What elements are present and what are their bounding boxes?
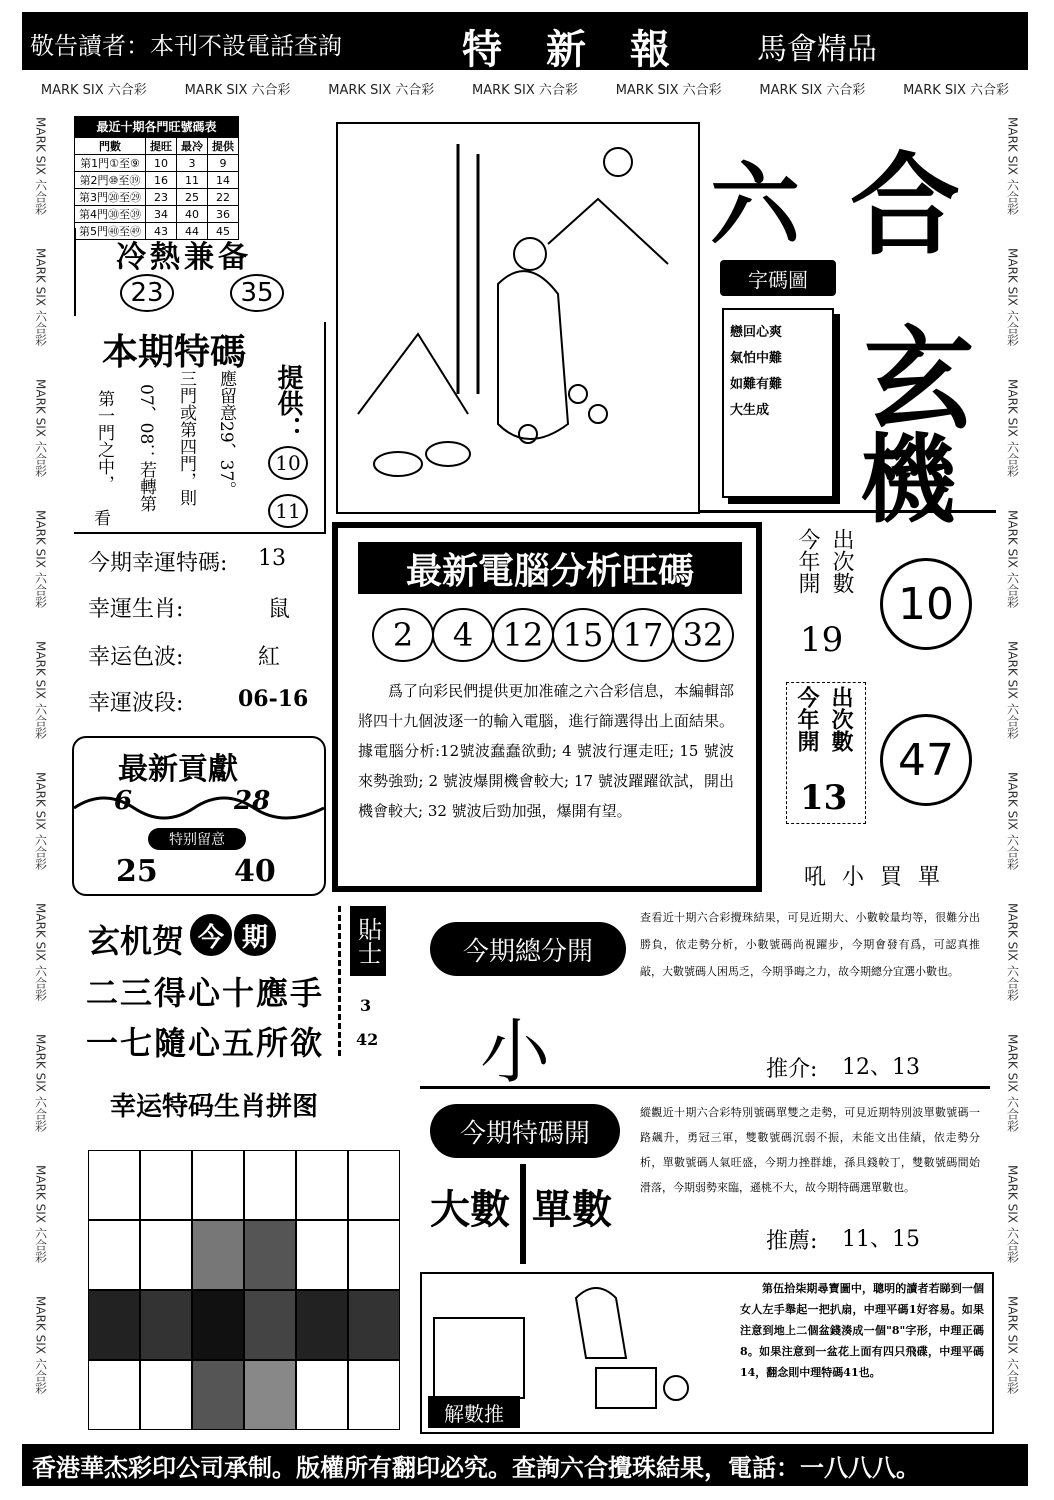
puzzle-tile [348,1360,400,1430]
brand-mark: MARK SIX 六合彩 [33,116,48,215]
tips-number: 42 [356,1030,379,1049]
tips-divider [338,906,342,1056]
lucky-color-value: 紅 [258,645,281,670]
brand-mark: MARK SIX 六合彩 [33,1164,48,1263]
special-open-recommend-value: 11、15 [842,1227,920,1252]
table-cell: 16 [146,172,177,189]
ten-period-table [74,116,239,240]
brand-mark: MARK SIX 六合彩 [1005,1295,1020,1394]
brand-mark: MARK SIX 六合彩 [903,82,1010,98]
ten-period-table-box [74,116,239,240]
puzzle-tile [88,1220,140,1290]
ten-period-table-title: 最近十期各門旺號碼表 [74,116,239,137]
table-cell: 44 [177,223,208,240]
total-open-recommend-label: 推介: [766,1057,818,1082]
table-cell: 36 [208,206,239,223]
special-open-paragraph: 縱觀近十期六合彩特別號碼單雙之走勢，可見近期特別波單數號碼一路飆升，勇冠三軍，雙數號碼沉弱不振，未能文出佳績，依走勢分析，單數號碼人氣旺盛，今期力挫群雄，孫具錢較丁，雙數號碼間始滑落，今期弱勢來臨，遜桃不大，故今期特碼選單數也。 [640,1106,980,1194]
year-stat-label: 今年開 [795,528,820,594]
fortune-book-line: 戀回心爽 [730,325,783,340]
attention-label: 特别留意 [148,828,246,850]
brand-mark: MARK SIX 六合彩 [1005,378,1020,477]
table-cell: 25 [177,189,208,206]
table-cell: 11 [177,172,208,189]
table-cell: 14 [208,172,239,189]
lucky-code-value: 13 [258,546,286,571]
table-row [75,206,239,223]
year-stat-number: 47 [880,714,972,806]
brand-mark: MARK SIX 六合彩 [759,82,866,98]
hot-number: 4 [432,608,494,662]
table-header: 提供 [208,138,239,155]
poem-badge: 期 [234,914,276,956]
year-stat-count: 19 [800,620,844,660]
puzzle-tile [296,1290,348,1360]
table-cell: 9 [208,155,239,172]
illustration-frame [336,122,700,514]
table-cell: 45 [208,223,239,240]
lucky-zodiac-value: 鼠 [268,597,291,622]
special-open-recommend-label: 推薦: [766,1229,818,1254]
puzzle-title: 幸运特码生肖拼图 [110,1092,319,1122]
table-header: 門數 [75,138,146,155]
hot-number: 12 [492,608,554,662]
special-code-number: 10 [268,446,308,480]
total-open-paragraph: 查看近十期六合彩攪珠結果，可見近期大、小數較量均等，很難分出勝負，依走勢分析，小數號碼尚視躍步，今期會發有爲，可認真推敲，大數號碼人困馬乏，今期爭晦之力，故今期總分宜選小數也。 [640,911,980,978]
table-cell: 23 [146,189,177,206]
big-title-stamp: 字碼圖 [720,260,836,296]
attention-number: 25 [116,854,158,889]
special-code-provide-label: 提供： [273,364,303,442]
puzzle-tile [244,1360,296,1430]
table-cell: 40 [177,206,208,223]
contribution-title: 最新貢獻 [118,752,238,787]
table-row [75,155,239,172]
fortune-book-line: 如難有難 [730,377,783,392]
hot-number: 17 [612,608,674,662]
hot-number: 2 [372,608,434,662]
special-open-box [420,1094,990,1270]
brand-mark: MARK SIX 六合彩 [33,640,48,739]
total-open-label: 今期總分開 [430,922,626,976]
tips-label: 貼士 [350,906,386,976]
hot-cold-number: 35 [230,274,284,312]
fortune-book-line: 氣怕中難 [730,351,783,366]
brand-mark: MARK SIX 六合彩 [33,1295,48,1394]
puzzle-tile [348,1220,400,1290]
big-title-char: 六 [710,152,800,258]
right-brand-column [998,100,1028,1410]
poem-box [86,910,336,1060]
poem-line: 一七隨心五所欲 [86,1024,325,1062]
brand-mark: MARK SIX 六合彩 [33,378,48,477]
table-cell: 第4門㉚至㊴ [75,206,146,223]
table-cell: 第3門⑳至㉙ [75,189,146,206]
brand-mark: MARK SIX 六合彩 [184,82,291,98]
puzzle-tile [244,1220,296,1290]
lucky-box [74,540,324,720]
poem-badge: 今 [190,914,232,956]
year-stat-box [786,682,996,832]
lucky-color-label: 幸运色波: [88,645,184,670]
brand-mark: MARK SIX 六合彩 [1005,247,1020,346]
table-header: 最冷 [177,138,208,155]
puzzle-tile [244,1290,296,1360]
big-title-char: 機 [860,423,956,536]
brand-mark: MARK SIX 六合彩 [33,247,48,346]
puzzle-tile [88,1290,140,1360]
puzzle-tile [348,1290,400,1360]
total-open-result: 小 [480,1011,550,1093]
year-stat-label: 今年開 [794,686,820,752]
table-cell: 22 [208,189,239,206]
header-bar [22,12,1028,73]
brand-row [22,74,1028,102]
contribution-number: 28 [234,786,271,816]
brand-mark: MARK SIX 六合彩 [40,82,147,98]
table-cell: 第5門㊵至㊾ [75,223,146,240]
newspaper-title: 特新報 [462,26,714,73]
puzzle-tile [140,1220,192,1290]
puzzle-tile [192,1150,244,1220]
brand-mark: MARK SIX 六合彩 [471,82,578,98]
lucky-range-label: 幸運波段: [88,691,184,716]
hot-cold-box [74,228,326,316]
puzzle-tile [192,1360,244,1430]
year-stat-count: 13 [800,778,848,818]
table-cell: 第1門①至⑨ [75,155,146,172]
left-brand-column [26,100,56,1410]
special-code-number: 11 [268,494,308,528]
brand-mark: MARK SIX 六合彩 [1005,1164,1020,1263]
fairy-illustration [338,124,698,512]
puzzle-tile [296,1360,348,1430]
special-code-text: 第一門之中， [94,390,114,492]
puzzle-tile [88,1360,140,1430]
year-stat-label: 出次數 [828,686,854,752]
total-open-recommend-value: 12、13 [842,1055,920,1080]
puzzle-tile [192,1220,244,1290]
hot-number: 15 [552,608,614,662]
brand-mark: MARK SIX 六合彩 [33,509,48,608]
attention-number: 40 [234,854,276,889]
table-cell: 3 [177,155,208,172]
computer-analysis-title: 最新電腦分析旺碼 [358,542,742,594]
contribution-box [72,736,326,896]
special-code-text: 三門或第四門，則 [176,370,196,506]
special-code-title: 本期特碼 [102,332,247,373]
lucky-range-value: 06-16 [238,686,309,712]
lucky-code-label: 今期幸運特碼: [88,551,228,576]
riddle-box [420,1272,994,1434]
brand-mark: MARK SIX 六合彩 [328,82,435,98]
brand-mark: MARK SIX 六合彩 [1005,902,1020,1001]
buy-small-note: 吼小買單 [804,865,957,890]
total-open-box [420,900,990,1093]
puzzle-tile [296,1150,348,1220]
table-cell: 43 [146,223,177,240]
table-cell: 10 [146,155,177,172]
riddle-label: 解數推 [428,1396,520,1428]
zodiac-puzzle-grid [88,1150,400,1430]
table-row [75,189,239,206]
wave-decoration [74,788,324,828]
fortune-book [722,308,834,498]
big-title-char: 合 [850,141,960,270]
poem-line: 二三得心十應手 [86,974,325,1012]
puzzle-tile [192,1290,244,1360]
puzzle-tile [140,1290,192,1360]
puzzle-tile [348,1150,400,1220]
table-row [75,172,239,189]
brand-mark: MARK SIX 六合彩 [1005,771,1020,870]
special-code-text: 看 [94,509,111,529]
brand-mark: MARK SIX 六合彩 [33,771,48,870]
brand-mark: MARK SIX 六合彩 [1005,509,1020,608]
hot-cold-number: 23 [120,274,174,312]
table-cell: 34 [146,206,177,223]
brand-mark: MARK SIX 六合彩 [33,1033,48,1132]
brand-mark: MARK SIX 六合彩 [615,82,722,98]
brand-mark: MARK SIX 六合彩 [1005,116,1020,215]
year-stat-number: 10 [880,558,972,650]
footer-bar: 香港華杰彩印公司承制。版權所有翻印必究。查詢六合攪珠結果，電話：一八八八。 [22,1444,1028,1486]
puzzle-tile [140,1360,192,1430]
big-title-char: 玄 [864,315,974,444]
computer-analysis-box [332,522,762,892]
lucky-zodiac-label: 幸運生肖: [88,597,184,622]
contribution-number: 6 [114,786,133,816]
year-stat-box [786,524,996,674]
puzzle-tile [88,1150,140,1220]
brand-mark: MARK SIX 六合彩 [33,902,48,1001]
computer-analysis-paragraph: 爲了向彩民們提供更加准確之六合彩信息，本編輯部將四十九個波逐一的輸入電腦，進行篩選得出上面結果。據電腦分析:12號波蠢蠢欲動; 4 號波行運走旺; 15 號波來勢強勁; 2 號波爆開機會較大; 17 號波躍躍欲試，開出機會較大; 32 號波后勁加强，爆開有望。 [358,682,734,820]
reader-notice: 敬告讀者：本刊不設電話查詢 [30,32,342,60]
hot-number: 32 [672,608,734,662]
poem-title: 玄机贺 [88,922,185,960]
brand-mark: MARK SIX 六合彩 [1005,640,1020,739]
special-code-box [74,322,326,534]
special-open-right: 單數 [532,1187,612,1233]
special-code-text: 應留意29、37。 [216,370,236,499]
brand-mark: MARK SIX 六合彩 [1005,1033,1020,1132]
table-cell: 第2門⑩至⑲ [75,172,146,189]
table-header: 提旺 [146,138,177,155]
special-code-text: 07、08：若轉第 [136,384,156,513]
puzzle-tile [296,1220,348,1290]
special-open-left: 大數 [430,1187,510,1233]
tips-number: 3 [360,996,372,1015]
big-title-box [700,122,996,536]
riddle-paragraph: 第伍拾柒期尋寶圖中，聰明的讀者若睇到一個女人左手舉起一把扒扇，中理平碼1好容易。如果注意到地上二個盆錢湊成一個"8"字形，中理正碼8。如果注意到一盆花上面有四只飛碟，中理平碼14，翻念則中理特碼41也。 [740,1282,984,1379]
fortune-book-line: 大生成 [730,403,770,418]
puzzle-tile [140,1150,192,1220]
hot-cold-title: 冷熱兼备 [116,240,252,275]
special-open-label: 今期特碼開 [430,1104,620,1158]
newspaper-subtitle: 馬會精品 [757,32,877,67]
puzzle-tile [244,1150,296,1220]
year-stat-label: 出次數 [829,528,854,594]
